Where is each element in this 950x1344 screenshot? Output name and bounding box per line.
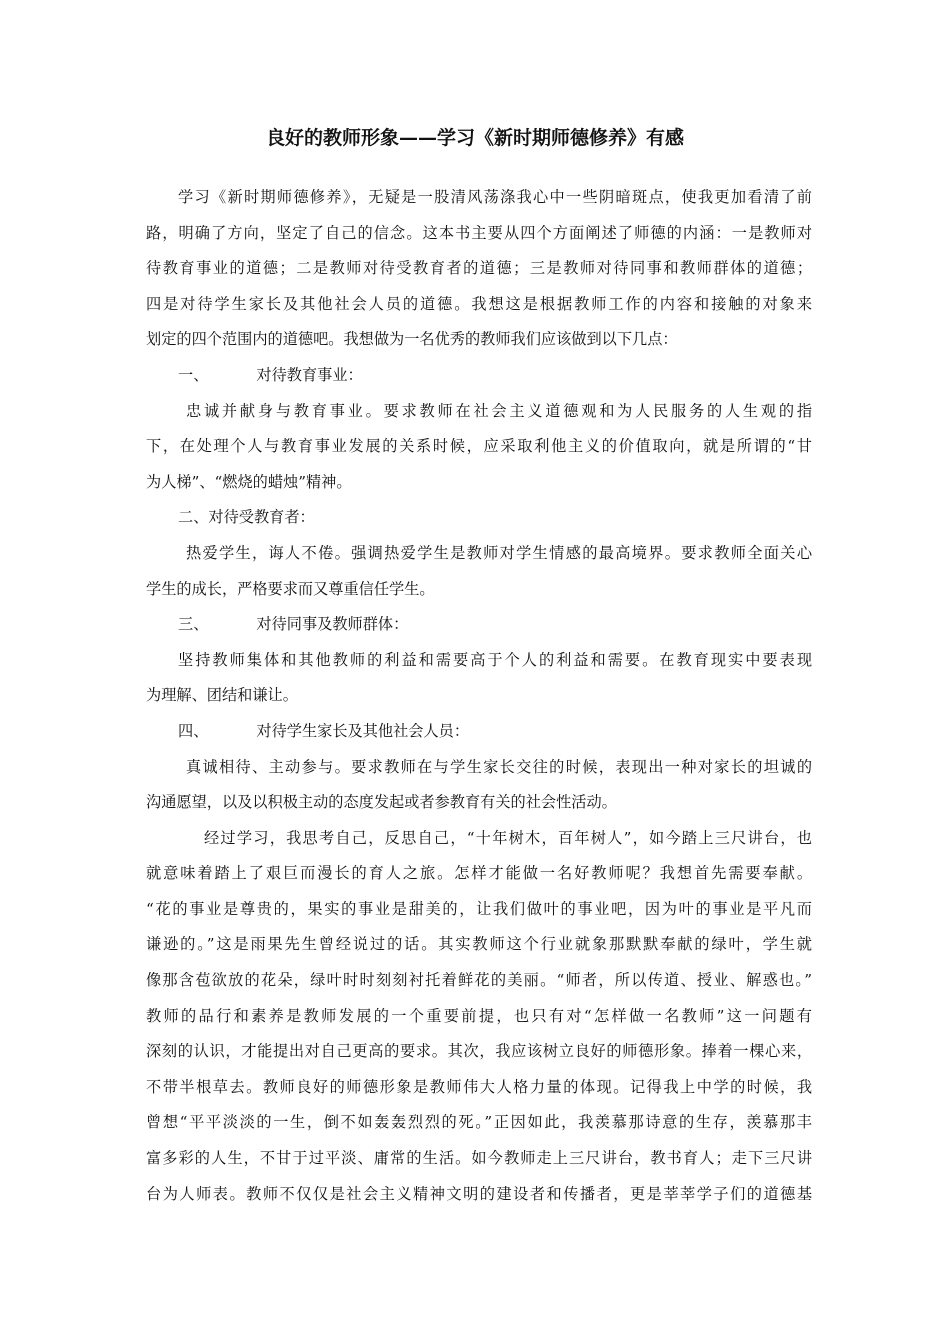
section-heading-1 [146, 358, 812, 394]
section-heading-2: 二、对待受教育者： [178, 508, 315, 527]
paragraph-line: 沟通愿望，以及以积极主动的态度发起或者参教育有关的社会性活动。 [146, 793, 617, 812]
document-body [146, 180, 812, 1212]
paragraph-line: 坚持教师集体和其他教师的利益和需要高于个人的利益和需要。在教育现实中要表现 [178, 650, 812, 669]
paragraph-line: 热爱学生，诲人不倦。强调热爱学生是教师对学生情感的最高境界。要求教师全面关心 [186, 543, 812, 562]
paragraph-line: 谦逊的。”这是雨果先生曾经说过的话。其实教师这个行业就象那默默奉献的绿叶，学生就 [146, 935, 812, 954]
paragraph-line: 四是对待学生家长及其他社会人员的道德。我想这是根据教师工作的内容和接触的对象来 [146, 294, 812, 313]
section-heading-3 [146, 607, 812, 643]
section-heading-text: 对待教育事业： [256, 365, 363, 384]
paragraph-line: 富多彩的人生，不甘于过平淡、庸常的生活。如今教师走上三尺讲台，教书育人；走下三尺讲 [146, 1149, 812, 1168]
paragraph-line: 就意味着踏上了艰巨而漫长的育人之旅。怎样才能做一名好教师呢？我想首先需要奉献。 [146, 864, 812, 883]
paragraph-line: 为人梯”、“燃烧的蜡烛”精神。 [146, 472, 352, 491]
paragraph-line: 路，明确了方向，坚定了自己的信念。这本书主要从四个方面阐述了师德的内涵：一是教师对 [146, 223, 812, 242]
section-number: 一、 [178, 365, 209, 384]
paragraph-line: 为理解、团结和谦让。 [146, 686, 298, 705]
paragraph-line: 台为人师表。教师不仅仅是社会主义精神文明的建设者和传播者，更是莘莘学子们的道德基 [146, 1184, 812, 1203]
paragraph-line: 深刻的认识，才能提出对自己更高的要求。其次，我应该树立良好的师德形象。捧着一棵心来， [146, 1042, 812, 1061]
paragraph-line: 忠诚并献身与教育事业。要求教师在社会主义道德观和为人民服务的人生观的指 [186, 401, 812, 420]
paragraph-line: 真诚相待、主动参与。要求教师在与学生家长交往的时候，表现出一种对家长的坦诚的 [186, 757, 812, 776]
section-number: 三、 [178, 615, 209, 634]
paragraph-line: 经过学习，我思考自己，反思自己，“十年树木，百年树人”，如今踏上三尺讲台，也 [204, 828, 812, 847]
paragraph-line: 学生的成长，严格要求而又尊重信任学生。 [146, 579, 435, 598]
paragraph-line: 像那含苞欲放的花朵，绿叶时时刻刻衬托着鲜花的美丽。“师者，所以传道、授业、解惑也。” [146, 971, 812, 990]
paragraph-line: 待教育事业的道德；二是教师对待受教育者的道德；三是教师对待同事和教师群体的道德； [146, 259, 812, 278]
paragraph-line: “花的事业是尊贵的，果实的事业是甜美的，让我们做叶的事业吧，因为叶的事业是平凡而 [146, 899, 812, 918]
section-heading-text: 对待学生家长及其他社会人员： [256, 721, 469, 740]
section-number: 四、 [178, 721, 209, 740]
paragraph-line: 学习《新时期师德修养》，无疑是一股清风荡涤我心中一些阴暗斑点，使我更加看清了前 [178, 188, 812, 206]
paragraph-line: 曾想“平平淡淡的一生，倒不如轰轰烈烈的死。”正因如此，我羡慕那诗意的生存，羡慕那丰 [146, 1113, 812, 1132]
paragraph-line: 下，在处理个人与教育事业发展的关系时候，应采取利他主义的价值取向，就是所谓的“甘 [146, 437, 812, 456]
paragraph-line: 教师的品行和素养是教师发展的一个重要前提，也只有对“怎样做一名教师”这一问题有 [146, 1006, 812, 1025]
document-title: 良好的教师形象——学习《新时期师德修养》有感 [265, 127, 684, 149]
paragraph-line: 不带半根草去。教师良好的师德形象是教师伟大人格力量的体现。记得我上中学的时候，我 [146, 1077, 812, 1096]
section-heading-4 [146, 714, 812, 750]
paragraph-line: 划定的四个范围内的道德吧。我想做为一名优秀的教师我们应该做到以下几点： [146, 330, 678, 349]
section-heading-text: 对待同事及教师群体： [256, 615, 409, 634]
